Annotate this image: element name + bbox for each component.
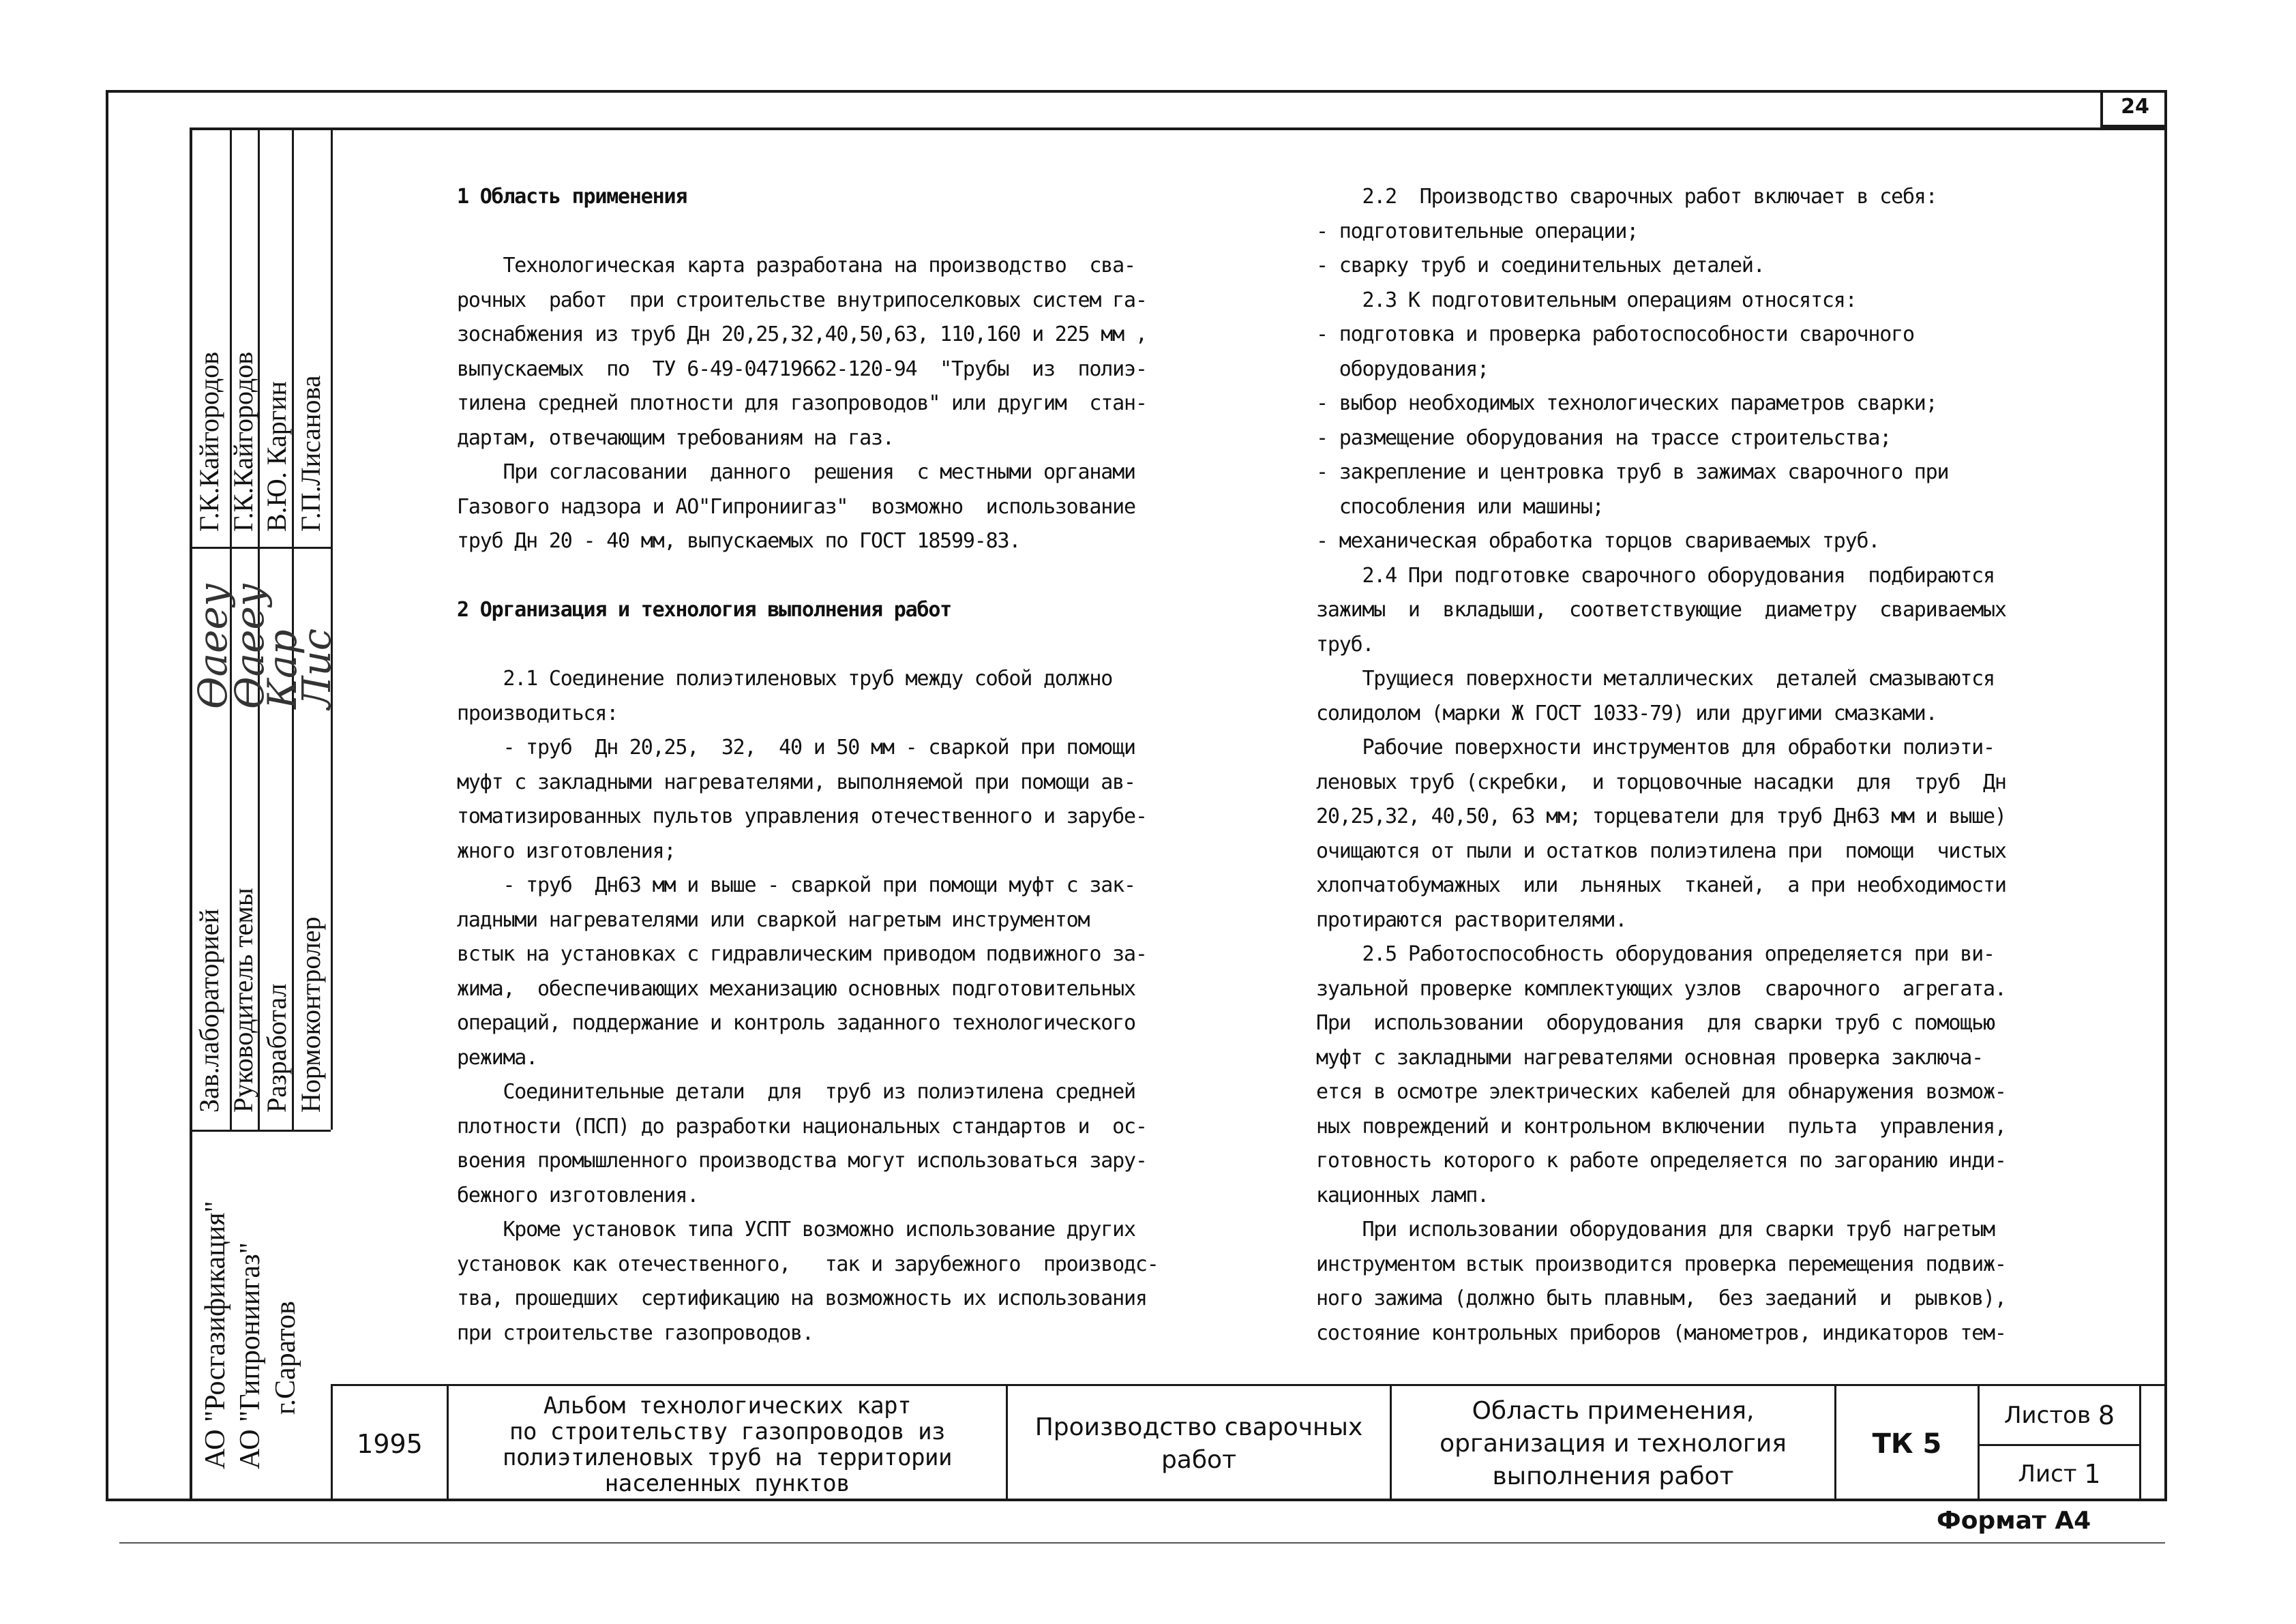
year-cell bbox=[333, 1386, 447, 1501]
text-line: выпускаемых по ТУ 6-49-04719662-120-94 "Трубы из полиэ- bbox=[457, 357, 1147, 381]
text-line: труб Дн 20 - 40 мм, выпускаемых по ГОСТ 18599-83. bbox=[457, 529, 1021, 553]
text-line: Кроме установок типа УСПТ возможно использование других bbox=[457, 1218, 1135, 1242]
text-line: протираются растворителями. bbox=[1316, 907, 1627, 932]
text-line: 20,25,32, 40,50, 63 мм; торцеватели для труб Дн63 мм и выше) bbox=[1316, 805, 2006, 828]
text-line: дартам, отвечающим требованиям на газ. bbox=[457, 425, 894, 450]
stamp-divider bbox=[190, 1130, 331, 1132]
stamp-name: В.Ю. Каргин bbox=[261, 381, 292, 532]
text-line: 2.4 При подготовке сварочного оборудования подбираются bbox=[1316, 563, 1995, 588]
text-line: - труб Дн 20,25, 32, 40 и 50 мм - сваркой при помощи bbox=[457, 736, 1135, 760]
text-line: готовность которого к работе определяется по загоранию инди- bbox=[1316, 1149, 2006, 1173]
text-line: жима, обеспечивающих механизацию основных подготовительных bbox=[457, 976, 1135, 1001]
text-line: - размещение оборудования на трассе строительства; bbox=[1316, 425, 1892, 450]
album-line: населенных пунктов bbox=[604, 1470, 850, 1497]
text-line: ладными нагревателями или сваркой нагретым инструментом bbox=[457, 907, 1090, 932]
text-line: жного изготовления; bbox=[457, 839, 676, 863]
text-line bbox=[457, 215, 1159, 250]
text-line: рочных работ при строительстве внутрипоселковых систем га- bbox=[457, 288, 1147, 312]
text-line: При использовании оборудования для сварки труб нагретым bbox=[1316, 1218, 1995, 1242]
text-line: При согласовании данного решения с местными органами bbox=[457, 460, 1135, 484]
work-title-cell bbox=[1008, 1386, 1390, 1501]
album-line: полиэтиленовых труб на территории bbox=[502, 1444, 952, 1471]
text-line: 2.3 К подготовительным операциям относятся: bbox=[1316, 288, 1857, 312]
text-line: кационных ламп. bbox=[1316, 1183, 1489, 1207]
work-line: Производство сварочных bbox=[1034, 1413, 1363, 1441]
text-line: зуальной проверке комплектующих узлов сварочного агрегата. bbox=[1316, 976, 2006, 1001]
stamp-name: Г.К.Кайгородов bbox=[228, 351, 258, 532]
text-line: Рабочие поверхности инструментов для обработки полиэти- bbox=[1316, 736, 1995, 760]
stamp-role: Зав.лабораторией bbox=[194, 909, 224, 1113]
text-line: - выбор необходимых технологических параметров сварки; bbox=[1316, 391, 1937, 415]
text-line: - механическая обработка торцов свариваемых труб. bbox=[1316, 529, 1880, 553]
left-text-column bbox=[457, 180, 1159, 1351]
section-line: организация и технология bbox=[1440, 1429, 1787, 1458]
text-line: 2.5 Работоспособность оборудования определяется при ви- bbox=[1316, 942, 1995, 966]
text-line: установок как отечественного, так и зарубежного производс- bbox=[457, 1252, 1159, 1276]
format-label: Формат А4 bbox=[1937, 1507, 2091, 1535]
signature-image: Ѳаееу bbox=[226, 583, 273, 709]
stamp-name: Г.П.Лисанова bbox=[295, 375, 326, 532]
album-title-cell bbox=[449, 1388, 1006, 1501]
text-line: При использовании оборудования для сварки труб с помощью bbox=[1316, 1011, 1995, 1035]
text-line: - закрепление и центровка труб в зажимах сварочного при bbox=[1316, 460, 1949, 484]
text-line: операций, поддержание и контроль заданного технологического bbox=[457, 1011, 1135, 1035]
text-line: леновых труб (скребки, и торцовочные насадки для труб Дн bbox=[1316, 770, 2006, 794]
text-line: 1 Область применения bbox=[457, 185, 687, 209]
text-line: оборудования; bbox=[1316, 357, 1489, 381]
text-line: ного зажима (должно быть плавным, без заеданий и рывков), bbox=[1316, 1287, 2006, 1310]
text-line: - труб Дн63 мм и выше - сваркой при помощи муфт с зак- bbox=[457, 873, 1135, 897]
text-line: - подготовка и проверка работоспособности сварочного bbox=[1316, 322, 1914, 346]
text-line: встык на установках с гидравлическим приводом подвижного за- bbox=[457, 942, 1147, 966]
sheets-count-cell bbox=[1980, 1386, 2139, 1444]
text-line: 2 Организация и технология выполнения работ bbox=[457, 598, 952, 622]
document-code: ТК 5 bbox=[1872, 1428, 1942, 1460]
title-block-divider bbox=[2139, 1384, 2141, 1501]
text-line bbox=[457, 628, 1159, 663]
text-line: бежного изготовления. bbox=[457, 1183, 699, 1207]
text-line: ных повреждений и контрольном включении пульта управления, bbox=[1316, 1114, 2006, 1139]
sheets-label: Листов bbox=[2003, 1401, 2091, 1429]
text-line: способления или машины; bbox=[1316, 494, 1604, 519]
text-line: Технологическая карта разработана на производство сва- bbox=[457, 254, 1135, 277]
text-line: инструментом встык производится проверка перемещения подвиж- bbox=[1316, 1252, 2006, 1276]
text-line bbox=[457, 559, 1159, 594]
page-edge-line bbox=[119, 1542, 2165, 1544]
text-line: производиться: bbox=[457, 701, 618, 725]
sheet-value: 1 bbox=[2084, 1458, 2101, 1489]
stamp-organization: г.Саратов bbox=[270, 1301, 301, 1415]
text-line: воения промышленного производства могут использоваться зару- bbox=[457, 1149, 1147, 1173]
text-line: тилена средней плотности для газопроводов" или другим стан- bbox=[457, 391, 1147, 415]
signature-image: Лис bbox=[293, 628, 340, 709]
signature-image: Ѳаееу bbox=[190, 583, 236, 709]
stamp-organization: АО "Гипрониигаз" bbox=[235, 1242, 266, 1469]
text-line: томатизированных пультов управления отечественного и зарубе- bbox=[457, 805, 1147, 828]
right-text-column bbox=[1316, 180, 2006, 1351]
text-line: режима. bbox=[457, 1045, 538, 1070]
text-line: зоснабжения из труб Дн 20,25,32,40,50,63, 110,160 и 225 мм , bbox=[457, 322, 1147, 346]
text-line: 2.1 Соединение полиэтиленовых труб между собой должно bbox=[457, 667, 1113, 691]
section-line: выполнения работ bbox=[1492, 1462, 1734, 1490]
text-line: муфт с закладными нагревателями, выполняемой при помощи ав- bbox=[457, 770, 1135, 794]
year: 1995 bbox=[357, 1428, 423, 1459]
stamp-name: Г.К.Кайгородов bbox=[194, 351, 224, 532]
text-line: плотности (ПСП) до разработки национальных стандартов и ос- bbox=[457, 1114, 1147, 1139]
sheet-number-cell bbox=[1980, 1446, 2139, 1501]
text-line: труб. bbox=[1316, 632, 1374, 657]
signature-image: Кар bbox=[259, 629, 305, 709]
text-line: муфт с закладными нагревателями основная проверка заключа- bbox=[1316, 1045, 1983, 1070]
text-line: при строительстве газопроводов. bbox=[457, 1321, 814, 1345]
section-line: Область применения, bbox=[1472, 1396, 1755, 1425]
sheets-value: 8 bbox=[2098, 1400, 2115, 1430]
text-line: тва, прошедших сертификацию на возможность их использования bbox=[457, 1287, 1147, 1310]
album-line: Альбом технологических карт bbox=[543, 1392, 912, 1419]
text-line: Соединительные детали для труб из полиэтилена средней bbox=[457, 1080, 1135, 1104]
stamp-role: Нормоконтролер bbox=[295, 916, 326, 1113]
stamp-role: Руководитель темы bbox=[228, 888, 258, 1113]
text-line: очищаются от пыли и остатков полиэтилена при помощи чистых bbox=[1316, 839, 2006, 863]
text-line: солидолом (марки Ж ГОСТ 1033-79) или другими смазками. bbox=[1316, 701, 1937, 725]
text-line: состояние контрольных приборов (манометров, индикаторов тем- bbox=[1316, 1321, 2006, 1345]
stamp-role: Разработал bbox=[261, 983, 292, 1113]
stamp-divider bbox=[190, 547, 331, 549]
album-line: по строительству газопроводов из bbox=[509, 1418, 946, 1445]
text-line: Газового надзора и АО"Гипрониигаз" возможно использование bbox=[457, 494, 1135, 519]
sheet-number-box: 24 bbox=[2100, 90, 2167, 127]
text-line: хлопчатобумажных или льняных тканей, а при необходимости bbox=[1316, 873, 2006, 897]
text-line: зажимы и вкладыши, соответствующие диаметру свариваемых bbox=[1316, 598, 2006, 622]
code-cell bbox=[1836, 1386, 1978, 1501]
text-line: 2.2 Производство сварочных работ включает в себя: bbox=[1316, 185, 1937, 209]
text-line: ется в осмотре электрических кабелей для обнаружения возмож- bbox=[1316, 1080, 2006, 1104]
text-line: - подготовительные операции; bbox=[1316, 219, 1639, 243]
text-line: Трущиеся поверхности металлических деталей смазываются bbox=[1316, 667, 1995, 691]
section-title-cell bbox=[1392, 1386, 1834, 1501]
sheet-label: Лист bbox=[2018, 1460, 2077, 1488]
text-line: - сварку труб и соединительных деталей. bbox=[1316, 254, 1765, 277]
work-line: работ bbox=[1161, 1445, 1237, 1474]
stamp-organization: АО "Росгазификация" bbox=[200, 1201, 231, 1469]
